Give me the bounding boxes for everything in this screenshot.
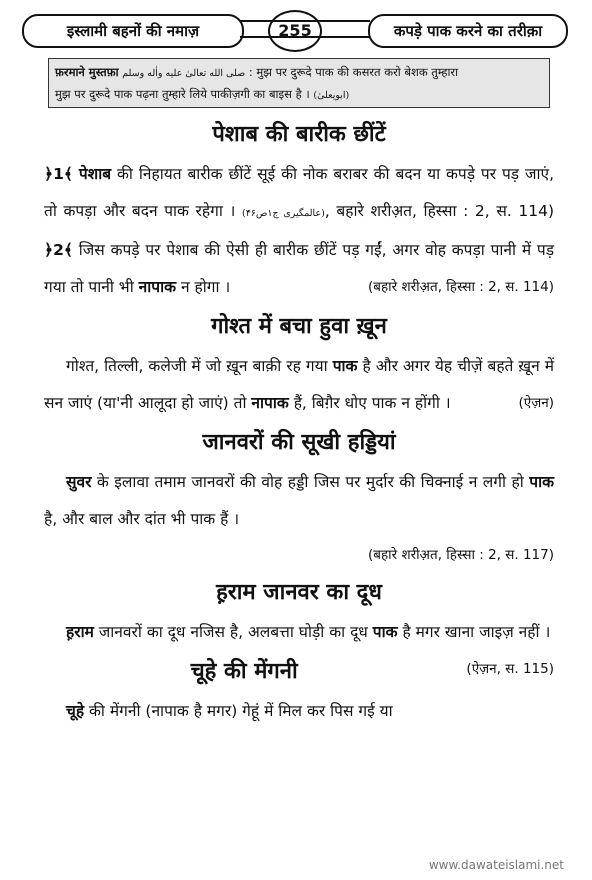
body-text: जानवरों का दूध नजिस है, अलबत्ता घोड़ी का दूध bbox=[98, 623, 368, 641]
arabic-salutation: صلى الله تعالیٰ علیه واٰله وسلم bbox=[122, 68, 246, 79]
chapter-title: कपड़े पाक करने का तरीक़ा bbox=[368, 14, 568, 48]
item-marker: ﴿2﴾ bbox=[44, 241, 73, 259]
reference: (ऐज़न) bbox=[518, 395, 554, 411]
paragraph bbox=[44, 693, 554, 730]
section-heading: जानवरों की सूखी हड्डियां bbox=[202, 430, 396, 455]
bold-term: पाक bbox=[372, 623, 398, 641]
reference: (ऐज़न, स. 115) bbox=[466, 661, 554, 677]
bold-term: चूहे bbox=[66, 702, 85, 720]
body-text: है, और बाल और दांत भी पाक हैं । bbox=[44, 510, 240, 528]
body-text: न होगा । bbox=[180, 278, 231, 296]
bold-term: पाक bbox=[332, 357, 358, 375]
reference: (बहारे शरीअ़त, हिस्सा : 2, स. 114) bbox=[368, 279, 554, 295]
page-content bbox=[44, 114, 554, 730]
body-text: के इलावा तमाम जानवरों की वोह हड्डी जिस पर मुर्दार की चिक्नाई न लगी हो bbox=[96, 473, 524, 491]
hadith-source: (ابویعلیٰ) bbox=[313, 90, 350, 101]
body-text: जिस कपड़े पर पेशाब की ऐसी ही बारीक छींटें पड़ गईं, अगर वोह कपड़ा पानी में पड़ गया तो पानी भी bbox=[44, 241, 554, 296]
section-leftover-blood bbox=[44, 306, 554, 422]
hadith-text: मुझ पर दुरूदे पाक पढ़ना तुम्हारे लिये पाकीज़गी का बाइस है । bbox=[55, 87, 310, 101]
section-heading: ह़राम जानवर का दूध bbox=[216, 580, 382, 605]
body-text: है और अगर येह चीज़ें बहते ख़ून में सन जाएं (या'नी आलूदा हो जाएं) तो bbox=[44, 357, 554, 412]
body-text: गोश्त, तिल्ली, कलेजी में जो ख़ून बाक़ी रह गया bbox=[66, 357, 328, 375]
body-text: है मगर खाना जाइज़ नहीं । bbox=[402, 623, 551, 641]
book-title: इस्लामी बहनों की नमाज़ bbox=[22, 14, 244, 48]
paragraph bbox=[44, 464, 554, 538]
body-text: की मेंगनी (नापाक है मगर) गेहूं में मिल कर पिस गई या bbox=[89, 702, 393, 720]
reference: (बहारे शरीअ़त, हिस्सा : 2, स. 117) bbox=[368, 547, 554, 563]
hadith-text: : मुझ पर दुरूदे पाक की कसरत करो बेशक तुम्हारा bbox=[248, 65, 459, 79]
website-footer: www.dawateislami.net bbox=[428, 858, 564, 872]
item-marker: ﴿1﴾ bbox=[44, 165, 73, 183]
section-urine-splashes bbox=[44, 114, 554, 306]
bold-term: ह़राम bbox=[66, 623, 94, 641]
bold-term: नापाक bbox=[138, 278, 176, 296]
body-text: हैं, बिग़ैर धोए पाक न होंगी । bbox=[293, 394, 451, 412]
paragraph bbox=[44, 348, 554, 422]
bold-term: सुवर bbox=[66, 473, 92, 491]
section-heading: चूहे की मेंगनी bbox=[190, 659, 298, 684]
paragraph: ﴿1﴾ पेशाब की निहायत बारीक छींटें सूई की नोक बराबर की बदन या कपड़े पर पड़ जाएं, तो कपड़ा और बदन पाक रहेगा । (عالمگیری ج۱ص۴۶), बहारे शरीअ़त, हिस्सा : 2, स. 114) ﴿2﴾ जिस कपड़े पर पेशाब की ऐसी ही बारीक छींटें पड़ गईं, अगर वोह कपड़ा पानी में पड़ गया तो पानी भी नापाक न होगा । (बहारे शरीअ़त, हिस्सा : 2, स. 114) bbox=[44, 156, 554, 306]
section-heading: गोश्त में बचा हुवा ख़ून bbox=[211, 314, 387, 339]
arabic-reference: (عالمگیری ج۱ص۴۶) bbox=[241, 208, 325, 219]
bold-term: पाक bbox=[529, 473, 554, 491]
body-text: की निहायत बारीक छींटें सूई की नोक बराबर की बदन या कपड़े पर पड़ जाएं, तो कपड़ा और बदन पाक रहेगा । bbox=[44, 165, 554, 220]
bold-term: नापाक bbox=[251, 394, 289, 412]
reference: बहारे शरीअ़त, हिस्सा : 2, स. 114) bbox=[336, 202, 554, 220]
section-dry-bones bbox=[44, 422, 554, 572]
hadith-label: फ़रमाने मुस्तफ़ा bbox=[55, 65, 119, 79]
bold-term: पेशाब bbox=[78, 165, 112, 183]
hadith-box bbox=[48, 58, 550, 108]
page-header bbox=[22, 14, 568, 48]
page-number: 255 bbox=[268, 10, 322, 52]
section-heading: पेशाब की बारीक छींटें bbox=[212, 122, 386, 147]
